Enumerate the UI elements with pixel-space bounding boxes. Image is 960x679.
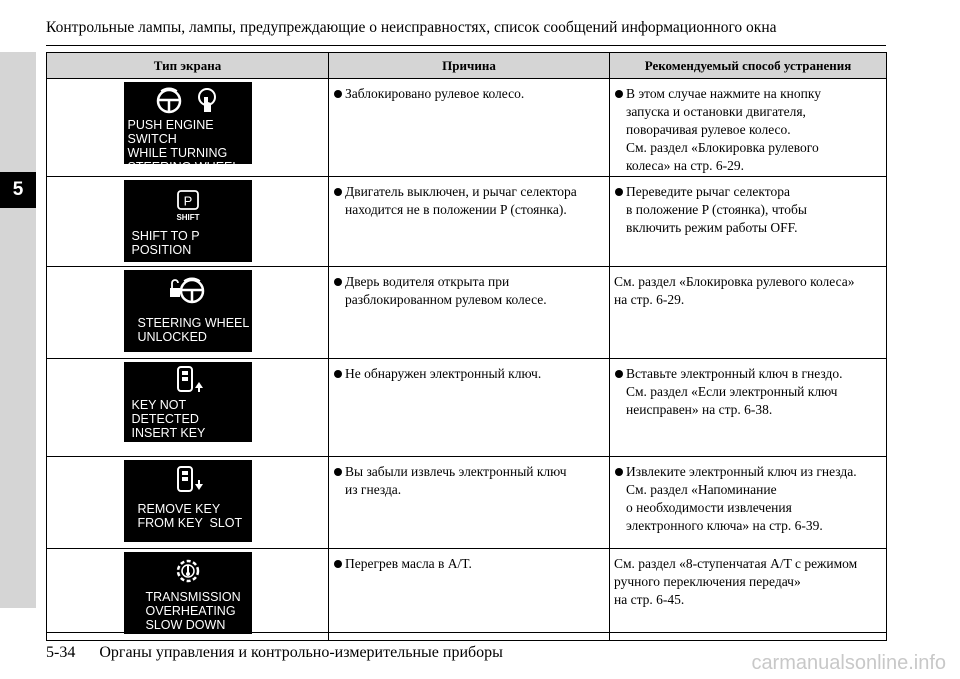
page-number: 5-34 <box>46 644 76 661</box>
column-header-remedy: Рекомендуемый способ устранения <box>610 53 887 79</box>
remedy-text <box>614 555 882 609</box>
remedy-text <box>614 273 882 309</box>
remedy-line: неисправен» на стр. 6-38. <box>626 402 773 417</box>
remedy-bullet <box>614 183 882 237</box>
remedy-cell <box>610 267 887 359</box>
cause-line: Вы забыли извлечь электронный ключ <box>345 464 567 479</box>
cause-cell <box>329 359 610 457</box>
remedy-cell <box>610 79 887 177</box>
remedy-line: на стр. 6-29. <box>614 292 685 307</box>
p-shift-icon <box>171 190 205 222</box>
screen-cell <box>47 549 329 641</box>
section-tab-strip <box>0 52 36 608</box>
display-line: SLOW DOWN <box>145 618 226 632</box>
cause-cell <box>329 457 610 549</box>
watermark: carmanualsonline.info <box>751 652 946 674</box>
p-shift-icon-letter: P <box>183 193 192 209</box>
display-line: REMOVE KEY <box>137 502 221 516</box>
table-header-row <box>47 53 887 79</box>
page-header-title: Контрольные лампы, лампы, предупреждающие о неисправностях, список сообщений информационного окна <box>46 19 777 36</box>
table-row <box>47 267 887 359</box>
p-shift-icon-caption: SHIFT <box>175 213 200 222</box>
remedy-line: См. раздел «8-ступенчатая A/T с режимом <box>614 556 858 571</box>
remedy-cell <box>610 359 887 457</box>
display-line: FROM KEY SLOT <box>137 516 243 530</box>
remedy-line: См. раздел «Блокировка рулевого <box>626 140 819 155</box>
screen-cell <box>47 457 329 549</box>
remedy-bullet <box>614 463 882 535</box>
page-footer <box>46 644 503 662</box>
cause-line: Не обнаружен электронный ключ. <box>345 366 542 381</box>
remedy-bullet <box>614 85 882 175</box>
cause-line: из гнезда. <box>345 482 402 497</box>
footer-divider <box>46 632 886 633</box>
cause-cell <box>329 267 610 359</box>
cause-line: разблокированном рулевом колесе. <box>345 292 547 307</box>
section-number: 5 <box>0 172 36 208</box>
remedy-line: поворачивая рулевое колесо. <box>626 122 791 137</box>
cause-line: Перегрев масла в A/T. <box>345 556 472 571</box>
display-line: INTO KEY SLOT <box>131 440 226 454</box>
cause-cell <box>329 177 610 267</box>
display-line: INSERT KEY <box>131 426 206 440</box>
info-display-screen <box>124 180 252 262</box>
info-display-screen <box>124 82 252 174</box>
screen-cell <box>47 79 329 177</box>
cause-cell <box>329 549 610 641</box>
display-line: PUSH ENGINE SWITCH <box>127 118 214 146</box>
remedy-line: В этом случае нажмите на кнопку <box>626 86 821 101</box>
table-row <box>47 359 887 457</box>
remedy-bullet <box>614 365 882 419</box>
transmission-temp-icon <box>173 556 203 586</box>
display-line: UNLOCKED <box>137 330 207 344</box>
info-display-screen <box>124 460 252 542</box>
table-row <box>47 549 887 641</box>
push-button-icon <box>192 86 222 116</box>
remedy-line: на стр. 6-45. <box>614 592 685 607</box>
info-display-screen <box>124 552 252 634</box>
remedy-line: ручного переключения передач» <box>614 574 801 589</box>
cause-bullet <box>333 85 605 103</box>
cause-bullet <box>333 555 605 573</box>
display-line: SHIFT TO P POSITION <box>131 229 200 257</box>
column-header-screen-type: Тип экрана <box>47 53 329 79</box>
remedy-line: Вставьте электронный ключ в гнездо. <box>626 366 843 381</box>
chapter-title: Органы управления и контрольно-измерительные приборы <box>99 644 503 661</box>
info-display-screen <box>124 362 252 454</box>
cause-line: находится не в положении P (стоянка). <box>345 202 567 217</box>
remedy-line: Переведите рычаг селектора <box>626 184 790 199</box>
key-insert-icon <box>170 366 206 394</box>
display-line: KEY NOT DETECTED <box>131 398 199 426</box>
screen-cell <box>47 267 329 359</box>
remedy-line: электронного ключа» на стр. 6-39. <box>626 518 823 533</box>
cause-bullet <box>333 183 605 219</box>
info-display-screen <box>124 270 252 352</box>
cause-cell <box>329 79 610 177</box>
cause-line: Дверь водителя открыта при <box>345 274 510 289</box>
table-row <box>47 177 887 267</box>
remedy-cell <box>610 457 887 549</box>
remedy-cell <box>610 177 887 267</box>
key-remove-icon <box>170 466 206 494</box>
cause-bullet <box>333 273 605 309</box>
remedy-line: См. раздел «Напоминание <box>626 482 777 497</box>
remedy-line: См. раздел «Блокировка рулевого колеса» <box>614 274 855 289</box>
remedy-line: в положение P (стоянка), чтобы <box>626 202 807 217</box>
remedy-cell <box>610 549 887 641</box>
steering-wheel-icon <box>154 86 184 116</box>
cause-line: Заблокировано рулевое колесо. <box>345 86 525 101</box>
remedy-line: запуска и остановки двигателя, <box>626 104 806 119</box>
remedy-line: включить режим работы OFF. <box>626 220 798 235</box>
display-line: OVERHEATING <box>145 604 236 618</box>
column-header-cause: Причина <box>329 53 610 79</box>
cause-bullet <box>333 463 605 499</box>
cause-line: Двигатель выключен, и рычаг селектора <box>345 184 577 199</box>
table-row <box>47 457 887 549</box>
remedy-line: См. раздел «Если электронный ключ <box>626 384 838 399</box>
steering-unlocked-icon <box>168 276 208 306</box>
remedy-line: Извлеките электронный ключ из гнезда. <box>626 464 857 479</box>
display-line: STEERING WHEEL <box>137 316 250 330</box>
message-table <box>46 52 887 641</box>
remedy-line: о необходимости извлечения <box>626 500 792 515</box>
cause-bullet <box>333 365 605 383</box>
display-line: TRANSMISSION <box>145 590 241 604</box>
display-line: WHILE TURNING <box>127 146 228 160</box>
screen-cell <box>47 359 329 457</box>
header-divider <box>46 45 886 46</box>
display-line: STEERING WHEEL <box>127 160 240 174</box>
table-row <box>47 79 887 177</box>
screen-cell <box>47 177 329 267</box>
remedy-line: колеса» на стр. 6-29. <box>626 158 745 173</box>
